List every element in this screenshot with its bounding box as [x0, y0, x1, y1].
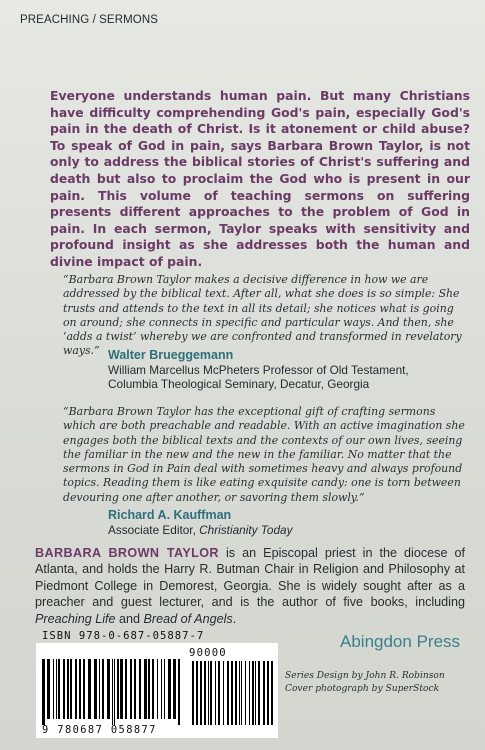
book-title: Bread of Angels: [143, 611, 233, 626]
endorsement-quote: “Barbara Brown Taylor has the exceptional gift of crafting sermons which are both preachable and readable. With an active imagination she engages both the biblical texts and the contexts of our own lives, seeing the familiar in the new and the new in the familiar. No matter that the sermons in God in Pain deal with sometimes heavy and always profound topics. Reading them is like eating exquisite candy: one is torn between devouring one after another, or savoring them slowly.”: [63, 405, 465, 504]
endorsement-quote: “Barbara Brown Taylor makes a decisive difference in how we are addressed by the biblical text. After all, what she does is so simple: She trusts and attends to the text in all its detail; she notices what is going on around; she connects in specific and particular ways. And then, she ‘adds a twist’ whereby we are confronted and transformed in revelatory ways.”: [63, 273, 462, 358]
book-title: Preaching Life: [35, 611, 116, 626]
endorser-name: Walter Brueggemann: [108, 348, 234, 362]
author-name: BARBARA BROWN TAYLOR: [35, 546, 219, 560]
publication-name: Christianity Today: [199, 523, 293, 537]
endorsement-attribution: [108, 348, 468, 391]
endorser-name: Richard A. Kauffman: [108, 508, 232, 522]
category-label: PREACHING / SERMONS: [20, 14, 159, 26]
bio-end: .: [232, 611, 237, 626]
endorser-affiliation: Columbia Theological Seminary, Decatur, Georgia: [108, 377, 370, 392]
isbn-label: ISBN 978-0-687-05887-7: [42, 630, 205, 642]
bio-text: is an Episcopal priest in the diocese of Atlanta, and holds the Harry R. Butman Chair in Religion and Philosophy at Piedmont College in Demorest, Georgia. She is widely sought after as a preacher and guest lecturer, and is the author of five books, including: [35, 546, 466, 610]
ean-number: 9 780687 058877: [42, 724, 157, 736]
endorser-title: William Marcellus McPheters Professor of Old Testament,: [108, 363, 409, 377]
endorser-title-prefix: Associate Editor,: [108, 523, 200, 537]
endorsement-attribution: [108, 508, 468, 537]
bio-conjunction: and: [115, 611, 144, 626]
publisher-logo: Abingdon Press: [340, 632, 461, 651]
endorser-title: [108, 523, 468, 537]
author-bio: [35, 545, 465, 627]
book-description: Everyone understands human pain. But many Christians have difficulty comprehending God's pain, especially God's pain in the death of Christ. Is it atonement or child abuse? To speak of God in pain, says Barbara Brown Taylor, is not only to address the biblical stories of Christ's suffering and death but also to proclaim the God who is present in our pain. This volume of teaching sermons on suffering presents different approaches to the problem of God in pain. In each sermon, Taylor speaks with sensitivity and profound insight as she addresses both the human and divine impact of pain.: [50, 88, 470, 269]
credits: [285, 670, 480, 696]
cover-photo-credit: Cover photograph by SuperStock: [285, 684, 440, 694]
price-code: 90000: [189, 647, 227, 659]
series-design-credit: Series Design by John R. Robinson: [285, 671, 445, 681]
